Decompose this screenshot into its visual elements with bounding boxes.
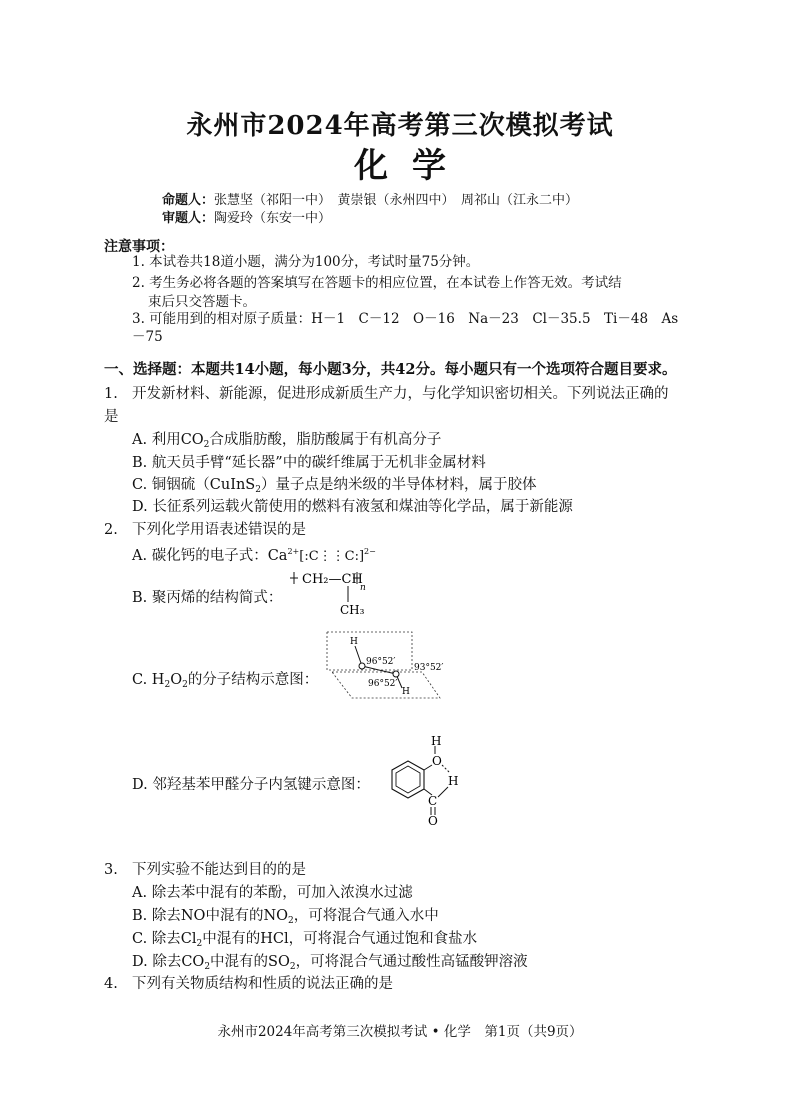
dihedral-angle: 93°52′ [414,663,444,673]
q1-number: 1. [104,386,118,402]
subject-title: 化学 [354,146,470,186]
reviewer-name: 陶爱玲（东安一中） [214,211,332,226]
q2-number: 2. [104,522,118,538]
q2-stem: 下列化学用语表述错误的是 [132,522,306,538]
reviewer-line [162,207,331,226]
polypropylene-structure [290,566,380,618]
q2-option-c: C. $H_2O_2$的分子结构示意图： [132,672,319,690]
q3-option-c: C. 除去$Cl_2$中混有的HCl，可将混合气通过饱和食盐水 [132,931,478,949]
h-atom-top: H [350,637,358,647]
q3-stem: 下列实验不能达到目的的是 [132,862,306,878]
polymer-n: n [360,583,366,593]
q3-option-d: D. 除去$CO_2$中混有的$SO_2$，可将混合气通过酸性高锰酸钾溶液 [132,954,528,972]
aldehyde-hydrogen: H [448,774,459,788]
notice-item-1: 1. 本试卷共18道小题，满分为100分，考试时量75分钟。 [132,254,480,270]
exam-title: 永州市2024年高考第三次模拟考试 [186,111,614,141]
q1-stem: 开发新材料、新能源，促进形成新质生产力，与化学知识密切相关。下列说法正确的 [132,386,669,402]
q3-number: 3. [104,862,118,878]
q1-option-b: B. 航天员手臂“延长器”中的碳纤维属于无机非金属材料 [132,455,486,471]
hydroxyl-hydrogen: H [431,735,442,748]
q1-option-d: D. 长征系列运载火箭使用的燃料有液氢和煤油等化学品，属于新能源 [132,499,573,515]
page-footer: 永州市2024年高考第三次模拟考试 • 化学 第1页（共9页） [217,1024,583,1040]
h-atom-bottom: H [402,687,410,697]
notice-item-3: 3. 可能用到的相对原子质量：H－1 C－12 O－16 Na－23 Cl－35.5 Ti－48 As [132,311,679,327]
polymer-branch: CH₃ [340,603,365,617]
q2-option-a: A. 碳化钙的电子式：$Ca^{2+}[:C⋮⋮C:]^{2-}$ [132,547,376,564]
notice-item-2: 2. 考生务必将各题的答案填写在答题卡的相应位置，在本试卷上作答无效。考试结 [132,275,622,291]
q1-option-c: C. 铜铟硫（CuInS$_2$）量子点是纳米级的半导体材料，属于胶体 [132,477,537,495]
reviewer-label: 审题人： [162,211,215,226]
q1-option-a: A. 利用$CO_2$合成脂肪酸，脂肪酸属于有机高分子 [132,432,442,450]
q3-option-a: A. 除去苯中混有的苯酚，可加入浓溴水过滤 [132,885,413,901]
notice-item-3-cont: －75 [132,329,163,345]
polymer-main-chain: CH₂—CH [302,572,363,587]
authors-line [162,189,578,208]
carbonyl-carbon: C [428,794,438,808]
authors-label: 命题人： [162,193,215,208]
h2o2-structure-diagram [322,630,452,702]
q2-option-b: B. 聚丙烯的结构简式： [132,590,283,606]
salicylaldehyde-hbond-diagram [380,735,470,827]
calcium-carbide-formula: $Ca^{2+}[:C⋮⋮C:]^{2-}$ [267,547,376,564]
hydroxyl-oxygen: O [432,754,442,768]
bond-angle-lower: 96°52′ [368,679,398,689]
notice-heading: 注意事项： [104,239,174,255]
q1-stem-cont: 是 [104,409,119,425]
q4-stem: 下列有关物质结构和性质的说法正确的是 [132,976,393,992]
notice-item-2-cont: 束后只交答题卡。 [148,294,256,310]
carbonyl-oxygen: O [428,814,438,827]
authors-names: 张慧坚（祁阳一中） 黄崇银（永州四中） 周祁山（江永二中） [214,193,579,208]
bond-angle-upper: 96°52′ [366,657,396,667]
section-heading: 一、选择题：本题共14小题，每小题3分，共42分。每小题只有一个选项符合题目要求。 [104,361,677,378]
q3-option-b: B. 除去NO中混有的$NO_2$，可将混合气通入水中 [132,908,439,926]
q2-option-d: D. 邻羟基苯甲醛分子内氢键示意图： [132,777,370,793]
q4-number: 4. [104,976,118,992]
